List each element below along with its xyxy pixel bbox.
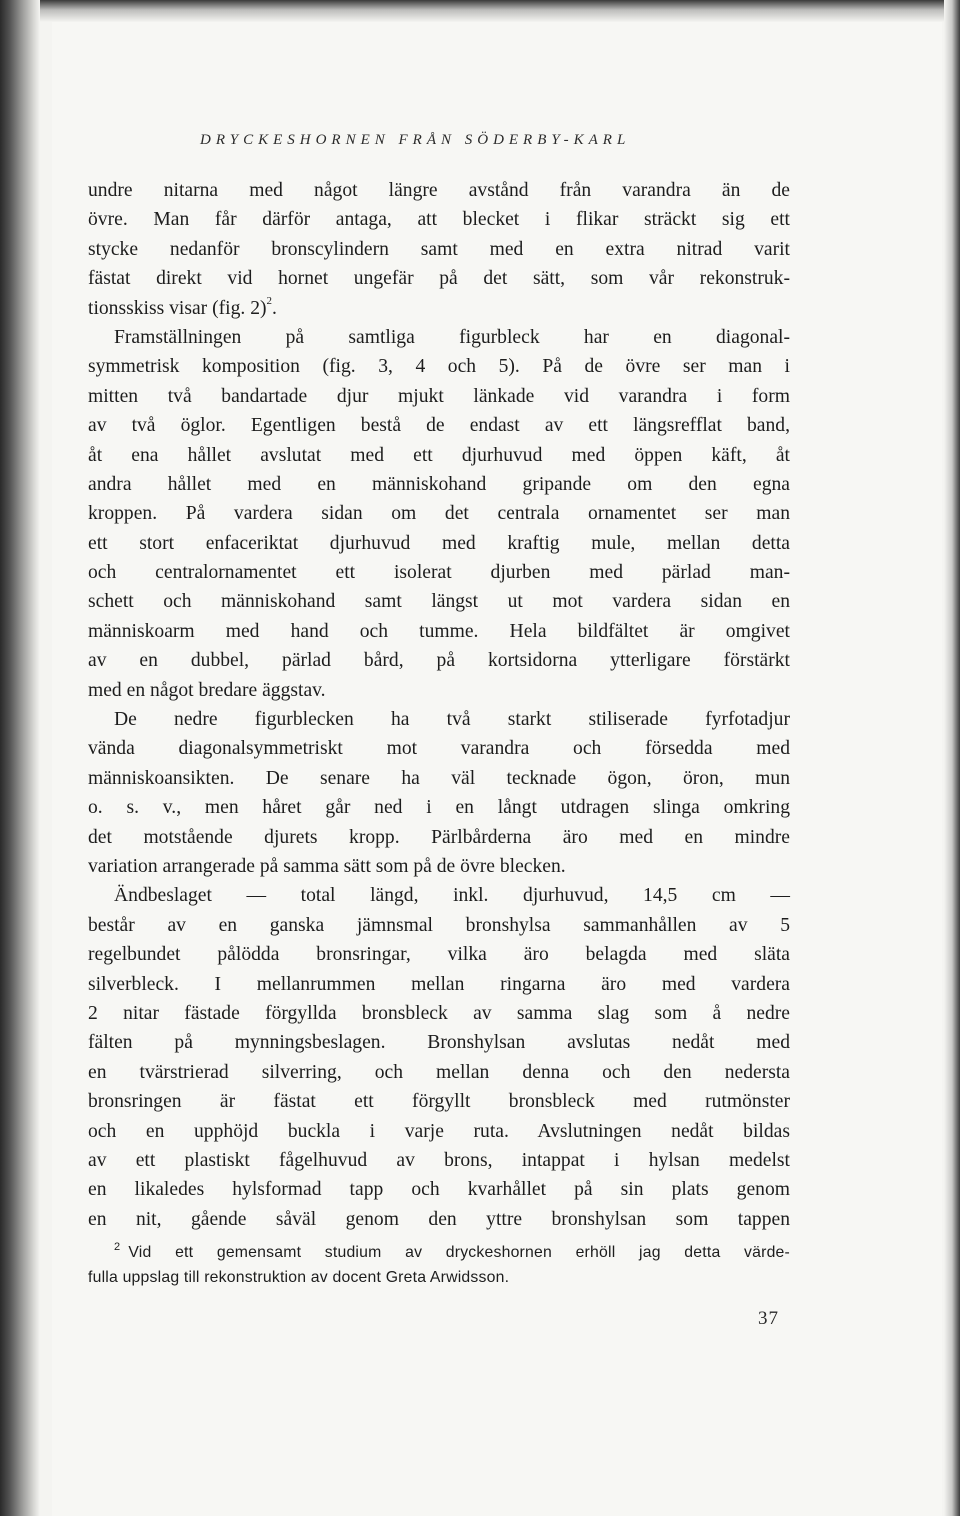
text-line-content: Framställningen på samtliga figurbleck har en diagonal- — [114, 326, 790, 348]
text-line — [88, 294, 790, 323]
text-line — [88, 676, 790, 705]
text-line-content: åt ena hållet avslutat med ett djurhuvud med öppen käft, åt — [88, 444, 790, 466]
text-line — [88, 911, 790, 940]
text-line-content: mitten två bandartade djur mjukt länkade vid varandra i form — [88, 385, 790, 407]
text-line — [88, 999, 790, 1028]
text-line — [88, 881, 790, 910]
footnote-line — [88, 1265, 790, 1290]
text-line-content: människoarm med hand och tumme. Hela bildfältet är omgivet — [88, 620, 790, 642]
book-binding-shadow — [0, 0, 40, 1516]
text-line — [88, 205, 790, 234]
text-line-content: ett stort enfaceriktat djurhuvud med kraftig mule, mellan detta — [88, 532, 790, 554]
text-line-content: av en dubbel, pärlad bård, på kortsidorna ytterligare förstärkt — [88, 650, 790, 672]
right-edge-shadow — [944, 0, 960, 1516]
text-line — [88, 1175, 790, 1204]
text-line — [88, 235, 790, 264]
text-line-content: Ändbeslaget — total längd, inkl. djurhuvud, 14,5 cm — — [114, 885, 790, 907]
text-line-content: kroppen. På vardera sidan om det centrala ornamentet ser man — [88, 503, 790, 525]
text-line-content: stycke nedanför bronscylindern samt med en extra nitrad varit — [88, 238, 790, 260]
text-line — [88, 499, 790, 528]
text-line — [88, 382, 790, 411]
footnote-marker: 2 — [114, 1241, 121, 1253]
text-line-content: variation arrangerade på samma sätt som på de övre blecken. — [88, 855, 566, 877]
text-line — [88, 529, 790, 558]
text-line — [88, 1087, 790, 1116]
footnote-line-content: fulla uppslag till rekonstruktion av docent Greta Arwidsson. — [88, 1269, 510, 1286]
text-line — [88, 823, 790, 852]
text-line-content: övre. Man får därför antaga, att blecket i flikar sträckt sig ett — [88, 209, 790, 231]
text-line — [88, 705, 790, 734]
text-line — [88, 587, 790, 616]
text-line-content: andra hållet med en människohand gripande om den egna — [88, 473, 790, 495]
text-line — [88, 734, 790, 763]
text-line-content: med en något bredare äggstav. — [88, 679, 326, 701]
text-line-content: regelbundet pålödda bronsringar, vilka äro belagda med släta — [88, 944, 790, 966]
text-line-content: schett och människohand samt längst ut mot vardera sidan en — [88, 591, 790, 613]
footnote — [88, 1240, 790, 1290]
text-line — [88, 852, 790, 881]
text-line-content: o. s. v., men håret går ned i en långt utdragen slinga omkring — [88, 797, 790, 819]
text-line — [88, 558, 790, 587]
text-line — [88, 352, 790, 381]
footnote-line — [88, 1240, 790, 1265]
body-text — [88, 176, 790, 1234]
text-line-content: undre nitarna med något längre avstånd från varandra än de — [88, 180, 790, 201]
text-line-content: det motstående djurets kropp. Pärlbårderna äro med en mindre — [88, 826, 790, 848]
text-line-content: tionsskiss visar (fig. 2) — [88, 297, 267, 319]
text-line-content: människoansikten. De senare ha väl tecknade ögon, öron, mun — [88, 767, 790, 789]
text-line — [88, 1146, 790, 1175]
top-edge-shadow — [40, 0, 960, 22]
text-line — [88, 323, 790, 352]
footnote-line-content: Vid ett gemensamt studium av dryckeshornen erhöll jag detta värde- — [128, 1244, 790, 1261]
text-line-content: vända diagonalsymmetriskt mot varandra och försedda med — [88, 738, 790, 760]
text-line-content: och centralornamentet ett isolerat djurben med pärlad man- — [88, 562, 790, 584]
text-line-content: symmetrisk komposition (fig. 3, 4 och 5). På de övre ser man i — [88, 356, 790, 378]
text-line-content: en nit, gående såväl genom den yttre bronshylsan som tappen — [88, 1208, 790, 1230]
text-line — [88, 617, 790, 646]
running-head: DRYCKESHORNEN FRÅN SÖDERBY-KARL — [200, 132, 631, 148]
text-line-suffix: . — [272, 297, 277, 319]
text-line-content: De nedre figurblecken ha två starkt stiliserade fyrfotadjur — [114, 709, 790, 731]
text-line-content: fälten på mynningsbeslagen. Bronshylsan avslutas nedåt med — [88, 1032, 790, 1054]
text-line — [88, 646, 790, 675]
text-line — [88, 176, 790, 205]
text-line-content: 2 nitar fästade förgyllda bronsbleck av samma slag som å nedre — [88, 1002, 790, 1024]
text-line — [88, 1028, 790, 1057]
text-line-content: av två öglor. Egentligen bestå de endast av ett längsrefflat band, — [88, 415, 790, 437]
footnote-reference: 2 — [266, 294, 273, 307]
text-line-content: består av en ganska jämnsmal bronshylsa sammanhållen av 5 — [88, 914, 790, 936]
page-number: 37 — [758, 1308, 779, 1329]
text-line — [88, 764, 790, 793]
text-line — [88, 470, 790, 499]
text-line-content: och en upphöjd buckla i varje ruta. Avslutningen nedåt bildas — [88, 1120, 790, 1142]
text-line — [88, 970, 790, 999]
text-line-content: en likaledes hylsformad tapp och kvarhållet på sin plats genom — [88, 1179, 790, 1201]
text-line — [88, 940, 790, 969]
text-line — [88, 1058, 790, 1087]
text-line-content: av ett plastiskt fågelhuvud av brons, intappat i hylsan medelst — [88, 1149, 790, 1171]
text-line — [88, 441, 790, 470]
text-line — [88, 411, 790, 440]
text-line — [88, 793, 790, 822]
text-line-content: en tvärstrierad silverring, och mellan denna och den nedersta — [88, 1061, 790, 1083]
text-line — [88, 264, 790, 293]
text-line-content: bronsringen är fästat ett förgyllt bronsbleck med rutmönster — [88, 1091, 790, 1113]
text-line — [88, 1205, 790, 1234]
text-line — [88, 1117, 790, 1146]
text-line-content: fästat direkt vid hornet ungefär på det sätt, som vår rekonstruk- — [88, 268, 790, 290]
text-line-content: silverbleck. I mellanrummen mellan ringarna äro med vardera — [88, 973, 790, 995]
